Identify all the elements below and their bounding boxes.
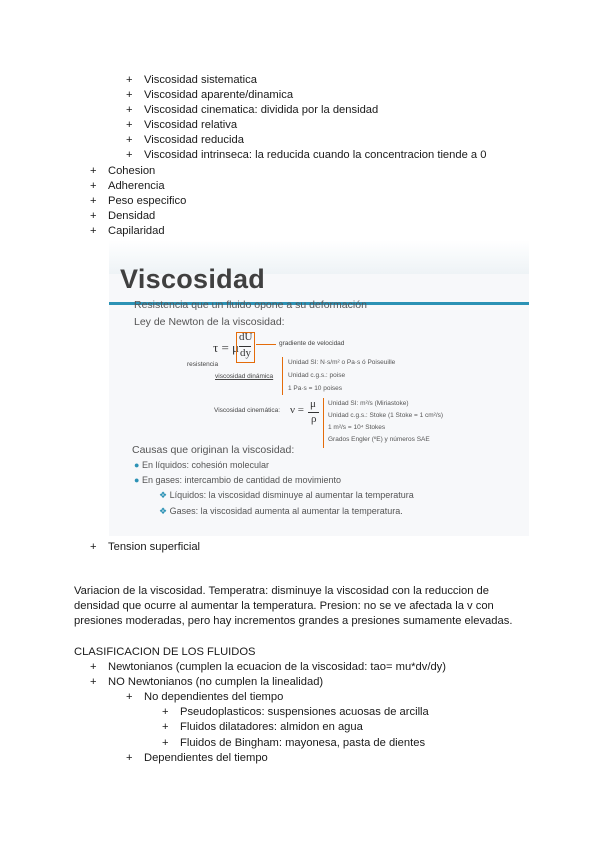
list-item: Capilaridad bbox=[108, 225, 165, 237]
bullet: + bbox=[162, 721, 169, 733]
bullet: + bbox=[90, 180, 97, 192]
list-item-no-newtonianos: NO Newtonianos (no cumplen la linealidad) bbox=[108, 676, 324, 688]
label-gradient: gradiente de velocidad bbox=[279, 340, 345, 347]
list-item: Viscosidad aparente/dinamica bbox=[144, 89, 294, 101]
kin-numerator: μ bbox=[310, 398, 316, 410]
bullet: + bbox=[90, 165, 97, 177]
sub-gases: Gases: la viscosidad aumenta al aumentar la temperatura. bbox=[169, 506, 403, 516]
list-item: Peso especifico bbox=[108, 195, 187, 207]
list-item: Viscosidad intrinseca: la reducida cuando la concentracion tiende a 0 bbox=[144, 149, 487, 161]
bullet: + bbox=[90, 195, 97, 207]
bullet: + bbox=[162, 706, 169, 718]
list-item: Adherencia bbox=[108, 180, 165, 192]
list-item: Pseudoplasticos: suspensiones acuosas de arcilla bbox=[180, 706, 429, 718]
cause-liquidos: En líquidos: cohesión molecular bbox=[141, 460, 270, 470]
bullet: + bbox=[126, 691, 133, 703]
bullet: + bbox=[126, 104, 133, 116]
unit-dyn-cgs: Unidad c.g.s.: poise bbox=[288, 372, 346, 379]
bullet: + bbox=[90, 661, 97, 673]
bullet-dot-icon: ● bbox=[134, 460, 140, 470]
list-item-newtonianos: Newtonianos (cumplen la ecuacion de la viscosidad: tao= mu*dv/dy) bbox=[108, 661, 446, 673]
causes-title: Causas que originan la viscosidad: bbox=[132, 444, 295, 456]
bullet: + bbox=[90, 210, 97, 222]
list-item: Viscosidad reducida bbox=[144, 134, 244, 146]
diamond-bullet-icon: ❖ bbox=[159, 490, 168, 500]
bullet-dot-icon: ● bbox=[134, 475, 140, 485]
cause-gases: En gases: intercambio de cantidad de movimiento bbox=[141, 475, 342, 485]
bullet: + bbox=[90, 541, 97, 553]
viscosidad-slide bbox=[109, 240, 529, 536]
bullet: + bbox=[90, 676, 97, 688]
list-item: Viscosidad relativa bbox=[144, 119, 238, 131]
sub-liquidos: Líquidos: la viscosidad disminuye al aumentar la temperatura bbox=[169, 490, 414, 500]
kin-label: Viscosidad cinemática: bbox=[214, 407, 280, 414]
equation-numerator: dU bbox=[239, 331, 253, 343]
kin-lhs: ν = bbox=[290, 404, 304, 416]
unit-kin-conversion: 1 m²/s = 10⁴ Stokes bbox=[328, 424, 386, 431]
list-item: Densidad bbox=[108, 210, 156, 222]
unit-kin-cgs: Unidad c.g.s.: Stoke (1 Stoke = 1 cm²/s) bbox=[328, 412, 444, 419]
bullet: + bbox=[162, 737, 169, 749]
list-item: Viscosidad sistematica bbox=[144, 74, 257, 86]
bullet: + bbox=[90, 225, 97, 237]
bullet: + bbox=[126, 149, 133, 161]
bullet: + bbox=[126, 74, 133, 86]
section-heading: CLASIFICACION DE LOS FLUIDOS bbox=[74, 646, 256, 658]
label-resistencia: resistencia bbox=[187, 361, 219, 368]
slide-definition: Resistencia que un fluido opone a su deformación bbox=[134, 299, 367, 311]
bullet: + bbox=[126, 89, 133, 101]
slide-title: Viscosidad bbox=[120, 264, 266, 294]
gradient-arrow bbox=[256, 344, 276, 345]
label-viscosidad-dinamica: viscosidad dinámica bbox=[215, 373, 274, 380]
diamond-bullet-icon: ❖ bbox=[159, 506, 168, 516]
bullet: + bbox=[126, 134, 133, 146]
unit-kin-si: Unidad SI: m²/s (Miriastoke) bbox=[328, 400, 409, 407]
slide-newton-law: Ley de Newton de la viscosidad: bbox=[134, 316, 285, 328]
bullet: + bbox=[126, 119, 133, 131]
list-item-dependientes: Dependientes del tiempo bbox=[144, 752, 268, 764]
equation-lhs: τ = μ bbox=[213, 340, 240, 355]
paragraph-variacion: Variacion de la viscosidad. Temperatra: disminuye la viscosidad con la reduccion de densidad que ocurre al aumentar la temperatura. Presion: no se ve afectada la v con presiones moderadas, pero hay incrementos grandes a presiones sumamente elevadas. bbox=[74, 585, 513, 628]
list-item: Tension superficial bbox=[108, 541, 201, 553]
list-item: Cohesion bbox=[108, 165, 156, 177]
list-item: Fluidos de Bingham: mayonesa, pasta de dientes bbox=[180, 737, 426, 749]
list-item: Viscosidad cinematica: dividida por la densidad bbox=[144, 104, 379, 116]
bullet: + bbox=[126, 752, 133, 764]
kin-units-divider bbox=[323, 398, 324, 448]
list-item-no-dependientes: No dependientes del tiempo bbox=[144, 691, 284, 703]
units-divider bbox=[282, 357, 283, 395]
unit-kin-engler: Grados Engler (ºE) y números SAE bbox=[328, 436, 430, 443]
equation-denominator: dy bbox=[240, 347, 251, 359]
unit-dyn-si: Unidad SI: N·s/m² o Pa·s ó Poiseuille bbox=[288, 359, 396, 366]
kin-denominator: ρ bbox=[311, 413, 317, 425]
list-item: Fluidos dilatadores: almidon en agua bbox=[180, 721, 363, 733]
unit-dyn-conversion: 1 Pa·s = 10 poises bbox=[288, 385, 343, 392]
